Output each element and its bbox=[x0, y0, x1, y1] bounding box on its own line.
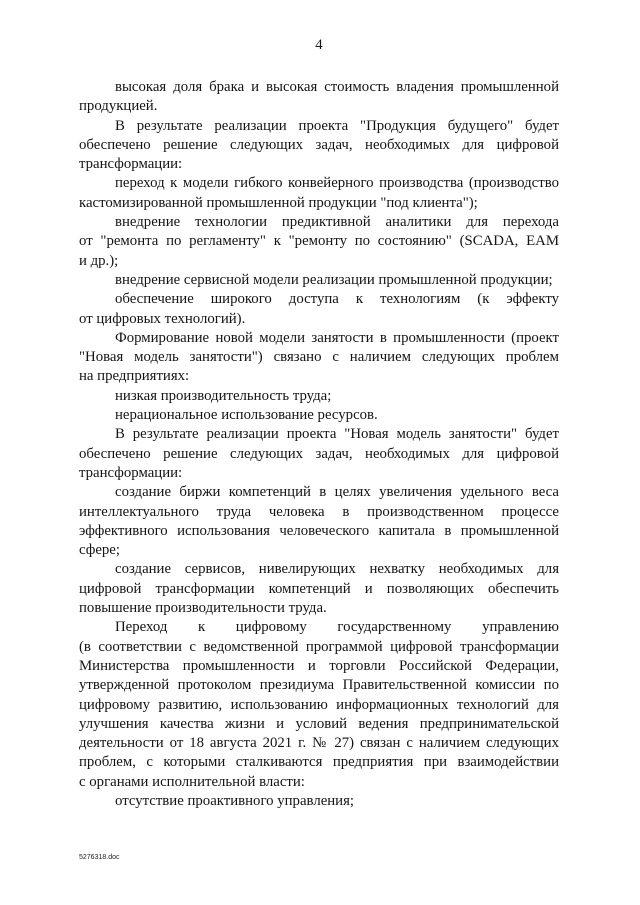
text-line: низкая производительность труда; bbox=[115, 387, 332, 404]
text-line: трансформации: bbox=[79, 464, 183, 481]
text-line: создание биржи компетенций в целях увеличения удельного веса bbox=[115, 484, 559, 501]
text-line: цифровому развитию, использованию информационных технологий для bbox=[79, 696, 559, 713]
text-line: проблем, с которыми сталкиваются предприятия при взаимодействии bbox=[79, 754, 559, 771]
paragraph bbox=[79, 117, 559, 175]
list-item bbox=[79, 387, 559, 406]
text-line: трансформации: bbox=[79, 156, 183, 173]
text-line: Министерства промышленности и торговли Российской Федерации, bbox=[79, 657, 559, 674]
text-line: обеспечено решение следующих задач, необходимых для цифровой bbox=[79, 136, 559, 153]
text-line: создание сервисов, нивелирующих нехватку необходимых для bbox=[115, 561, 559, 578]
document-filename: 5276318.doc bbox=[79, 854, 120, 861]
text-line: интеллектуального труда человека в производственном процессе bbox=[79, 503, 559, 520]
text-line: В результате реализации проекта "Продукция будущего" будет bbox=[115, 117, 559, 134]
text-line: эффективного использования человеческого капитала в промышленной bbox=[79, 522, 559, 539]
text-line: внедрение сервисной модели реализации промышленной продукции; bbox=[115, 271, 553, 288]
text-line: высокая доля брака и высокая стоимость владения промышленной bbox=[115, 79, 559, 95]
page-number: 4 bbox=[315, 37, 323, 53]
text-line: утвержденной протоколом президиума Правительственной комиссии по bbox=[79, 677, 559, 694]
text-line: продукцией. bbox=[79, 98, 158, 115]
list-item bbox=[79, 174, 559, 213]
text-line: внедрение технологии предиктивной аналитики для перехода bbox=[115, 214, 559, 231]
text-line: цифровой трансформации компетенций и позволяющих обеспечить bbox=[79, 580, 559, 597]
document-body bbox=[79, 78, 559, 811]
paragraph bbox=[79, 425, 559, 483]
text-line: сфере; bbox=[79, 542, 120, 559]
text-line: отсутствие проактивного управления; bbox=[115, 792, 355, 809]
text-line: на предприятиях: bbox=[79, 368, 190, 385]
text-line: с органами исполнительной власти: bbox=[79, 773, 305, 790]
list-item bbox=[79, 406, 559, 425]
paragraph bbox=[79, 78, 559, 117]
text-line: (в соответствии с ведомственной программой цифровой трансформации bbox=[79, 638, 559, 655]
paragraph bbox=[79, 329, 559, 387]
text-line: от "ремонта по регламенту" к "ремонту по состоянию" (SCADA, EAM bbox=[79, 233, 559, 250]
text-line: от цифровых технологий). bbox=[79, 310, 246, 327]
text-line: В результате реализации проекта "Новая модель занятости" будет bbox=[115, 426, 559, 443]
list-item bbox=[79, 290, 559, 329]
text-line: "Новая модель занятости") связано с наличием следующих проблем bbox=[79, 349, 559, 366]
text-line: деятельности от 18 августа 2021 г. № 27) связан с наличием следующих bbox=[79, 735, 559, 752]
text-line: улучшения качества жизни и условий ведения предпринимательской bbox=[79, 715, 559, 732]
text-line: Формирование новой модели занятости в промышленности (проект bbox=[115, 329, 559, 346]
text-line: повышение производительности труда. bbox=[79, 600, 327, 617]
text-line: кастомизированной промышленной продукции "под клиента"); bbox=[79, 194, 478, 211]
text-line: обеспечение широкого доступа к технологиям (к эффекту bbox=[115, 291, 559, 308]
list-item bbox=[79, 483, 559, 560]
text-line: переход к модели гибкого конвейерного производства (производство bbox=[115, 175, 559, 192]
text-line: нерациональное использование ресурсов. bbox=[115, 407, 378, 424]
list-item bbox=[79, 560, 559, 618]
text-line: Переход к цифровому государственному управлению bbox=[115, 619, 559, 636]
list-item bbox=[79, 792, 559, 811]
paragraph bbox=[79, 618, 559, 792]
list-item bbox=[79, 271, 559, 290]
list-item bbox=[79, 213, 559, 271]
text-line: обеспечено решение следующих задач, необходимых для цифровой bbox=[79, 445, 559, 462]
text-line: и др.); bbox=[79, 252, 119, 269]
